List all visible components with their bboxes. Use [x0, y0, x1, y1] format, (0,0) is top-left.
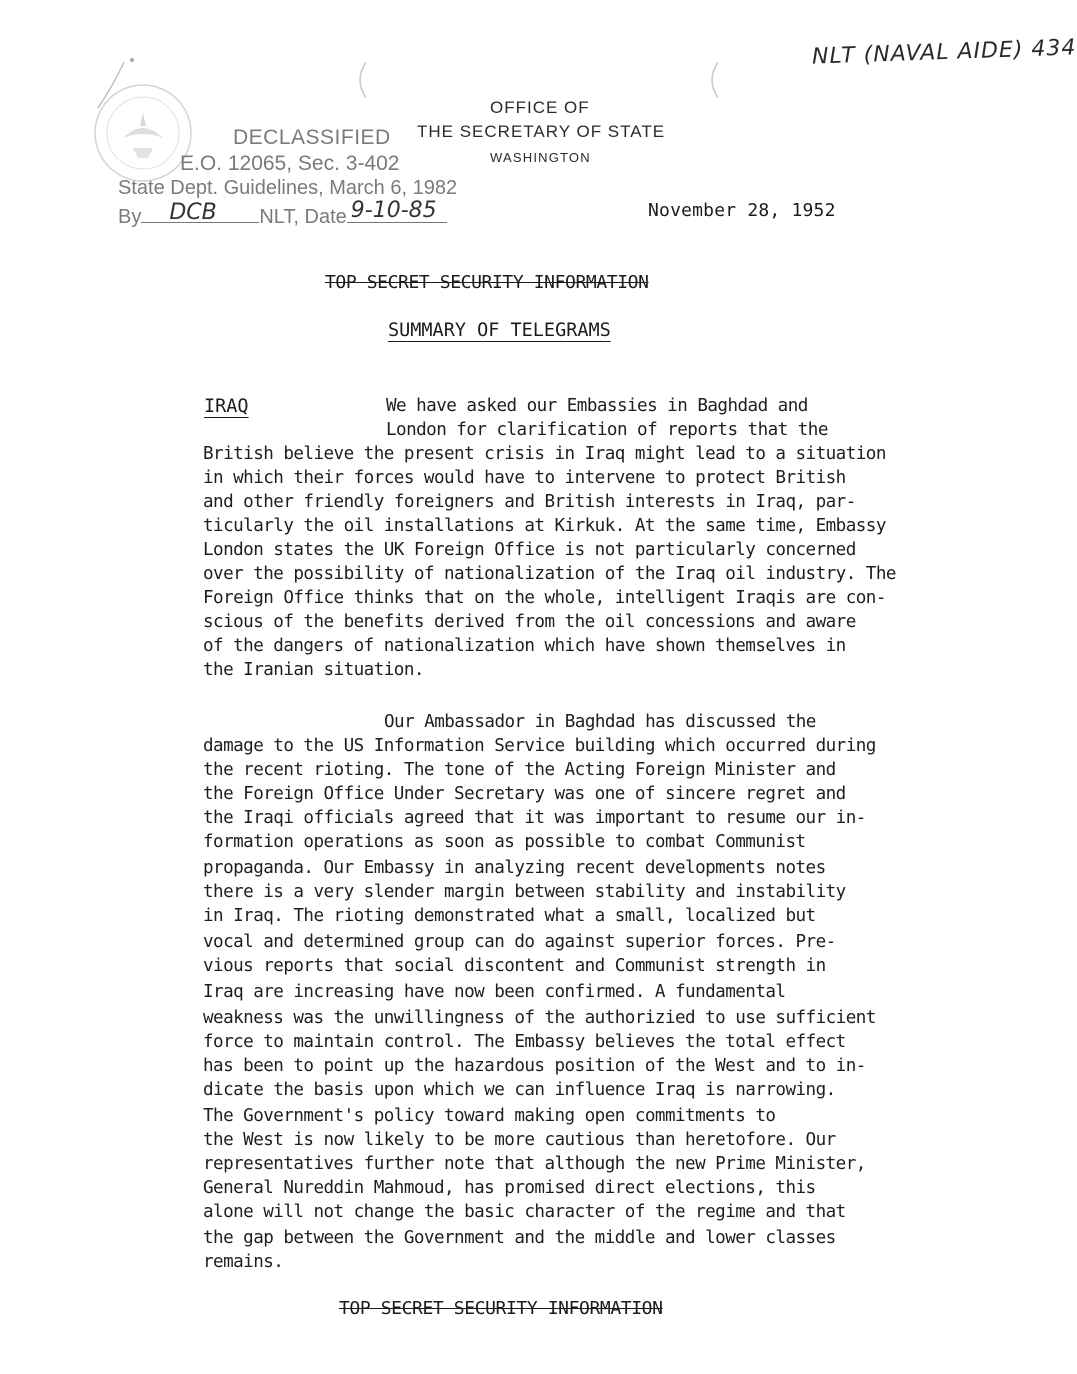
paragraph-line: over the possibility of nationalization of the Iraq oil industry. The	[203, 564, 896, 584]
paragraph-line: the recent rioting. The tone of the Acting Foreign Minister and	[203, 760, 836, 780]
paragraph-line: General Nureddin Mahmoud, has promised direct elections, this	[203, 1178, 816, 1198]
declassified-stamp-guidelines: State Dept. Guidelines, March 6, 1982	[118, 177, 458, 199]
paragraph-line: propaganda. Our Embassy in analyzing recent developments notes	[203, 858, 826, 878]
paragraph-line: damage to the US Information Service building which occurred during	[203, 736, 876, 756]
by-initials: DCB	[169, 200, 217, 225]
declassified-stamp-title: DECLASSIFIED	[233, 126, 391, 149]
paragraph-line: remains.	[203, 1252, 284, 1272]
document-title: SUMMARY OF TELEGRAMS	[388, 320, 611, 341]
nlt-date-label: NLT, Date	[259, 206, 347, 228]
paragraph-line: scious of the benefits derived from the oil concessions and aware	[203, 612, 856, 632]
paragraph-line: of the dangers of nationalization which have shown themselves in	[203, 636, 846, 656]
paragraph-line: formation operations as soon as possible to combat Communist	[203, 832, 806, 852]
paragraph-line: the Iranian situation.	[203, 660, 424, 680]
paragraph-line: London for clarification of reports that the	[386, 420, 828, 440]
paragraph-line: dicate the basis upon which we can influence Iraq is narrowing.	[203, 1080, 836, 1100]
paragraph-line: there is a very slender margin between stability and instability	[203, 882, 846, 902]
paragraph-line: alone will not change the basic character of the regime and that	[203, 1202, 846, 1222]
paren-mark-icon	[704, 60, 724, 100]
paren-mark-icon	[352, 60, 372, 100]
paragraph-line: vious reports that social discontent and Communist strength in	[203, 956, 826, 976]
paragraph-line: the Foreign Office Under Secretary was one of sincere regret and	[203, 784, 846, 804]
classification-top: TOP SECRET SECURITY INFORMATION	[325, 272, 649, 293]
letterhead-office: OFFICE OF	[490, 98, 590, 117]
paragraph-line: British believe the present crisis in Iraq might lead to a situation	[203, 444, 886, 464]
declassified-stamp-by-line	[118, 198, 447, 229]
paragraph-line: weakness was the unwillingness of the authorizied to use sufficient	[203, 1008, 876, 1028]
letterhead-secretary: THE SECRETARY OF STATE	[417, 122, 666, 141]
paragraph-line: The Government's policy toward making open commitments to	[203, 1106, 776, 1126]
declassified-stamp-eo: E.O. 12065, Sec. 3-402	[180, 152, 400, 175]
paragraph-line: vocal and determined group can do against superior forces. Pre-	[203, 932, 836, 952]
paragraph-line: in Iraq. The rioting demonstrated what a small, localized but	[203, 906, 816, 926]
paragraph-line: We have asked our Embassies in Baghdad and	[386, 396, 808, 416]
letterhead-washington: WASHINGTON	[490, 150, 591, 165]
by-prefix: By	[118, 206, 142, 228]
classification-bottom: TOP SECRET SECURITY INFORMATION	[339, 1298, 663, 1319]
paragraph-line: the West is now likely to be more cautious than heretofore. Our	[203, 1130, 836, 1150]
paragraph-line: Iraq are increasing have now been confirmed. A fundamental	[203, 982, 786, 1002]
section-heading-iraq: IRAQ	[204, 396, 249, 417]
paragraph-line: the Iraqi officials agreed that it was important to resume our in-	[203, 808, 866, 828]
declass-date: 9-10-85	[350, 198, 437, 223]
paragraph-line: ticularly the oil installations at Kirkuk. At the same time, Embassy	[203, 516, 886, 536]
margin-mark-icon	[84, 56, 144, 116]
paragraph-line: the gap between the Government and the middle and lower classes	[203, 1228, 836, 1248]
paragraph-line: Foreign Office thinks that on the whole, intelligent Iraqis are con-	[203, 588, 886, 608]
paragraph-line: in which their forces would have to intervene to protect British	[203, 468, 846, 488]
paragraph-line: representatives further note that although the new Prime Minister,	[203, 1154, 866, 1174]
paragraph-line: London states the UK Foreign Office is not particularly concerned	[203, 540, 856, 560]
paragraph-line: and other friendly foreigners and British interests in Iraq, par-	[203, 492, 856, 512]
paragraph-line: force to maintain control. The Embassy believes the total effect	[203, 1032, 846, 1052]
paragraph-line: has been to point up the hazardous position of the West and to in-	[203, 1056, 866, 1076]
document-date: November 28, 1952	[648, 200, 836, 221]
handwritten-reference: NLT (NAVAL AIDE) 434	[811, 35, 1077, 70]
paragraph-line: Our Ambassador in Baghdad has discussed the	[384, 712, 816, 732]
